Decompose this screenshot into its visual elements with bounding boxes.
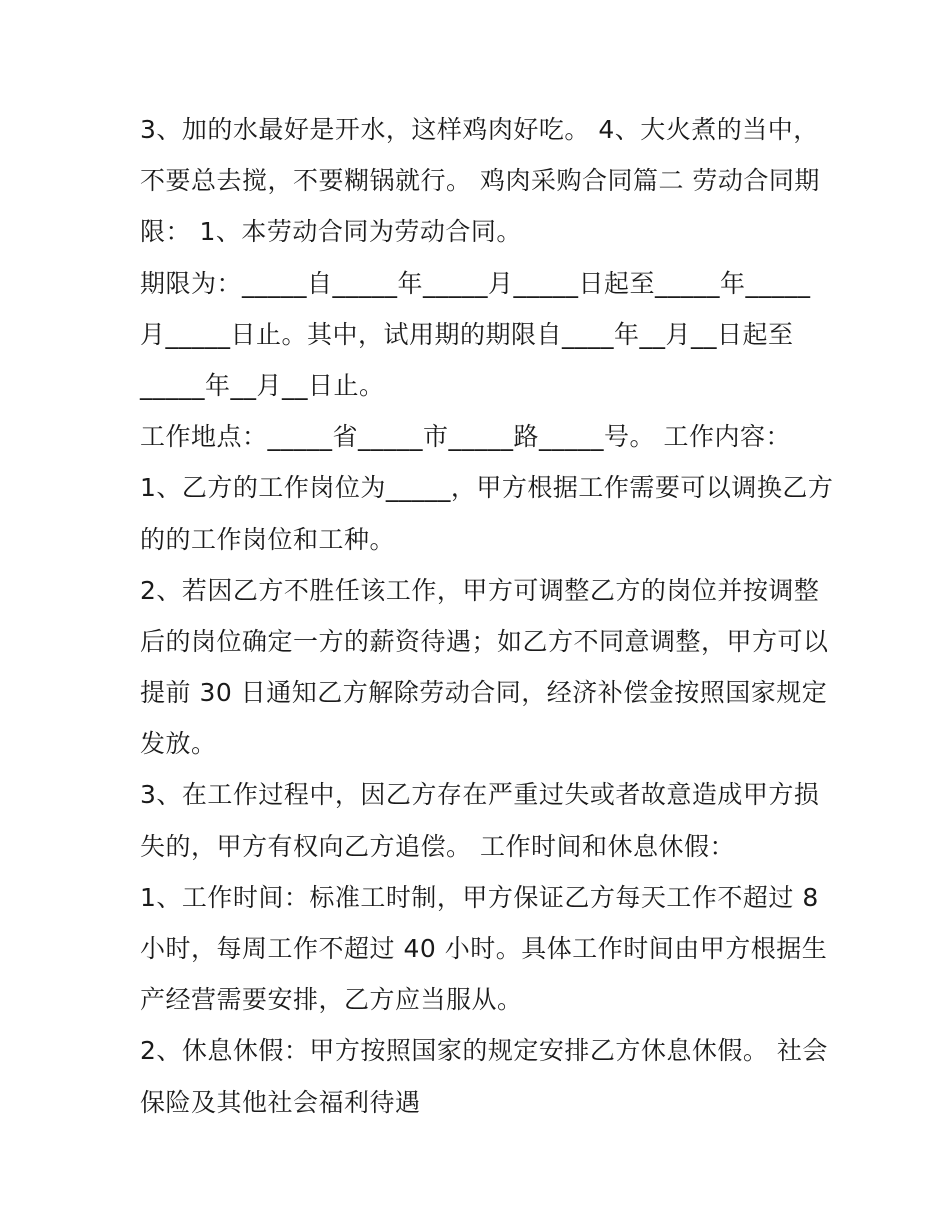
text-line: 失的，甲方有权向乙方追偿。 工作时间和休息休假： xyxy=(140,831,735,861)
text-line: 保险及其他社会福利待遇 xyxy=(140,1087,421,1117)
text-line: 2、若因乙方不胜任该工作，甲方可调整乙方的岗位并按调整 xyxy=(140,575,820,605)
text-line: 期限为：_____自_____年_____月_____日起至_____年_____ xyxy=(140,268,811,298)
text-line: _____年__月__日止。 xyxy=(140,370,385,400)
text-line: 限： 1、本劳动合同为劳动合同。 xyxy=(140,217,522,247)
text-line: 提前 30 日通知乙方解除劳动合同，经济补偿金按照国家规定 xyxy=(140,678,828,708)
text-line: 小时，每周工作不超过 40 小时。具体工作时间由甲方根据生 xyxy=(140,934,828,963)
text-line: 不要总去搅，不要糊锅就行。 鸡肉采购合同篇二 劳动合同期 xyxy=(140,166,820,196)
text-line: 工作地点：_____省_____市_____路_____号。 工作内容： xyxy=(140,422,791,452)
text-line: 的的工作岗位和工种。 xyxy=(140,524,396,554)
text-line: 2、休息休假：甲方按照国家的规定安排乙方休息休假。 社会 xyxy=(140,1036,828,1066)
text-line: 3、在工作过程中，因乙方存在严重过失或者故意造成甲方损 xyxy=(140,780,820,810)
text-line: 1、乙方的工作岗位为_____，甲方根据工作需要可以调换乙方 xyxy=(140,473,834,503)
text-line: 产经营需要安排，乙方应当服从。 xyxy=(140,985,523,1015)
text-line: 3、加的水最好是开水，这样鸡肉好吃。 4、大火煮的当中， xyxy=(140,115,819,144)
text-line: 1、工作时间：标准工时制，甲方保证乙方每天工作不超过 8 xyxy=(140,882,819,912)
document-body xyxy=(140,104,834,1128)
text-line: 发放。 xyxy=(140,729,217,759)
text-line: 后的岗位确定一方的薪资待遇；如乙方不同意调整，甲方可以 xyxy=(140,626,829,656)
text-line: 月_____日止。其中，试用期的期限自____年__月__日起至 xyxy=(140,319,794,349)
